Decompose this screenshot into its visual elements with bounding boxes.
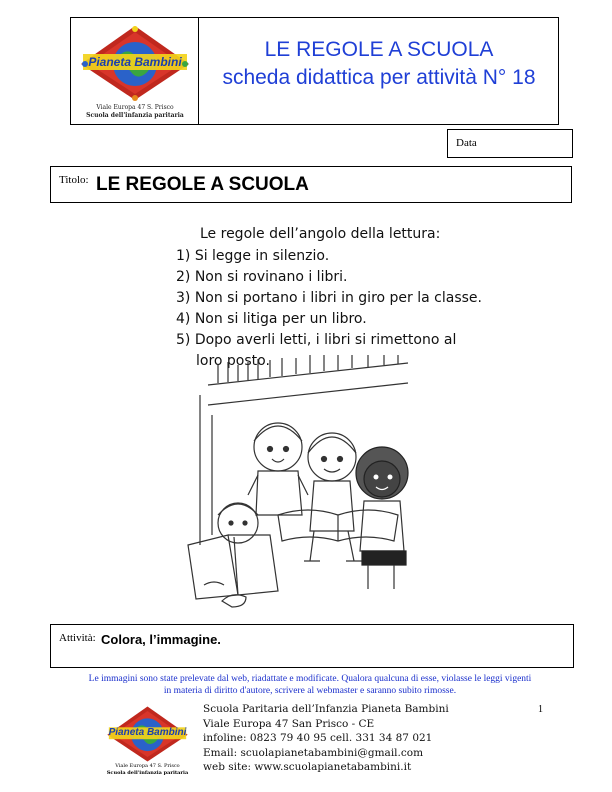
date-label: Data — [456, 137, 477, 149]
logo-text: Pianeta Bambini — [88, 55, 182, 69]
activity-field — [50, 624, 574, 668]
page-number: 1 — [538, 704, 543, 715]
activity-text: Colora, l’immagine. — [101, 632, 221, 647]
title-label: Titolo: — [59, 174, 89, 186]
footer-logo — [100, 705, 195, 777]
children-reading-icon — [178, 355, 422, 609]
footer-logo-caption: Scuola dell'infanzia paritaria — [106, 770, 189, 776]
footer-school-name: Scuola Paritaria dell’Infanzia Pianeta Bambini — [203, 703, 449, 715]
footer-address: Viale Europa 47 San Prisco - CE — [203, 717, 375, 730]
worksheet-subtitle: scheda didattica per attività N° 18 — [222, 66, 536, 89]
footer-logo-text: Pianeta Bambini — [108, 727, 187, 738]
footer-phone: infoline: 0823 79 40 95 cell. 331 34 87 021 — [203, 732, 433, 744]
header-box — [70, 17, 559, 125]
title-field — [50, 166, 572, 203]
footer-contact — [203, 702, 449, 775]
title-text: LE REGOLE A SCUOLA — [96, 174, 309, 195]
footer-logo-caption: Viale Europa 47 S. Prisco — [115, 763, 180, 769]
rules-heading: Le regole dell’angolo della lettura: — [200, 226, 441, 242]
rule-item: 3) Non si portano i libri in giro per la classe. — [176, 290, 482, 306]
disclaimer-line: Le immagini sono state prelevate dal web, riadattate e modificate. Qualora qualcuna di esse, violasse le leggi vigenti — [88, 674, 532, 684]
copyright-disclaimer — [30, 673, 590, 697]
disclaimer-line: in materia di diritto d'autore, scrivere al webmaster e saranno subito rimosse. — [163, 686, 457, 696]
activity-label: Attività: — [59, 632, 96, 644]
date-field[interactable] — [447, 129, 573, 158]
school-logo — [77, 24, 193, 120]
rule-item: 1) Si legge in silenzio. — [176, 248, 330, 264]
footer-email[interactable]: Email: scuolapianetabambini@gmail.com — [203, 746, 424, 759]
worksheet-title: LE REGOLE A SCUOLA — [264, 38, 494, 61]
rule-item: 5) Dopo averli letti, i libri si rimettono al — [176, 332, 457, 348]
rule-item: 2) Non si rovinano i libri. — [176, 269, 348, 285]
rule-item: 4) Non si litiga per un libro. — [176, 311, 367, 327]
logo-caption-address: Viale Europa 47 S. Prisco — [96, 104, 174, 111]
footer-website[interactable]: web site: www.scuolapianetabambini.it — [203, 761, 412, 773]
rule-item: loro posto. — [196, 353, 270, 369]
logo-caption-school: Scuola dell'infanzia paritaria — [86, 112, 184, 119]
